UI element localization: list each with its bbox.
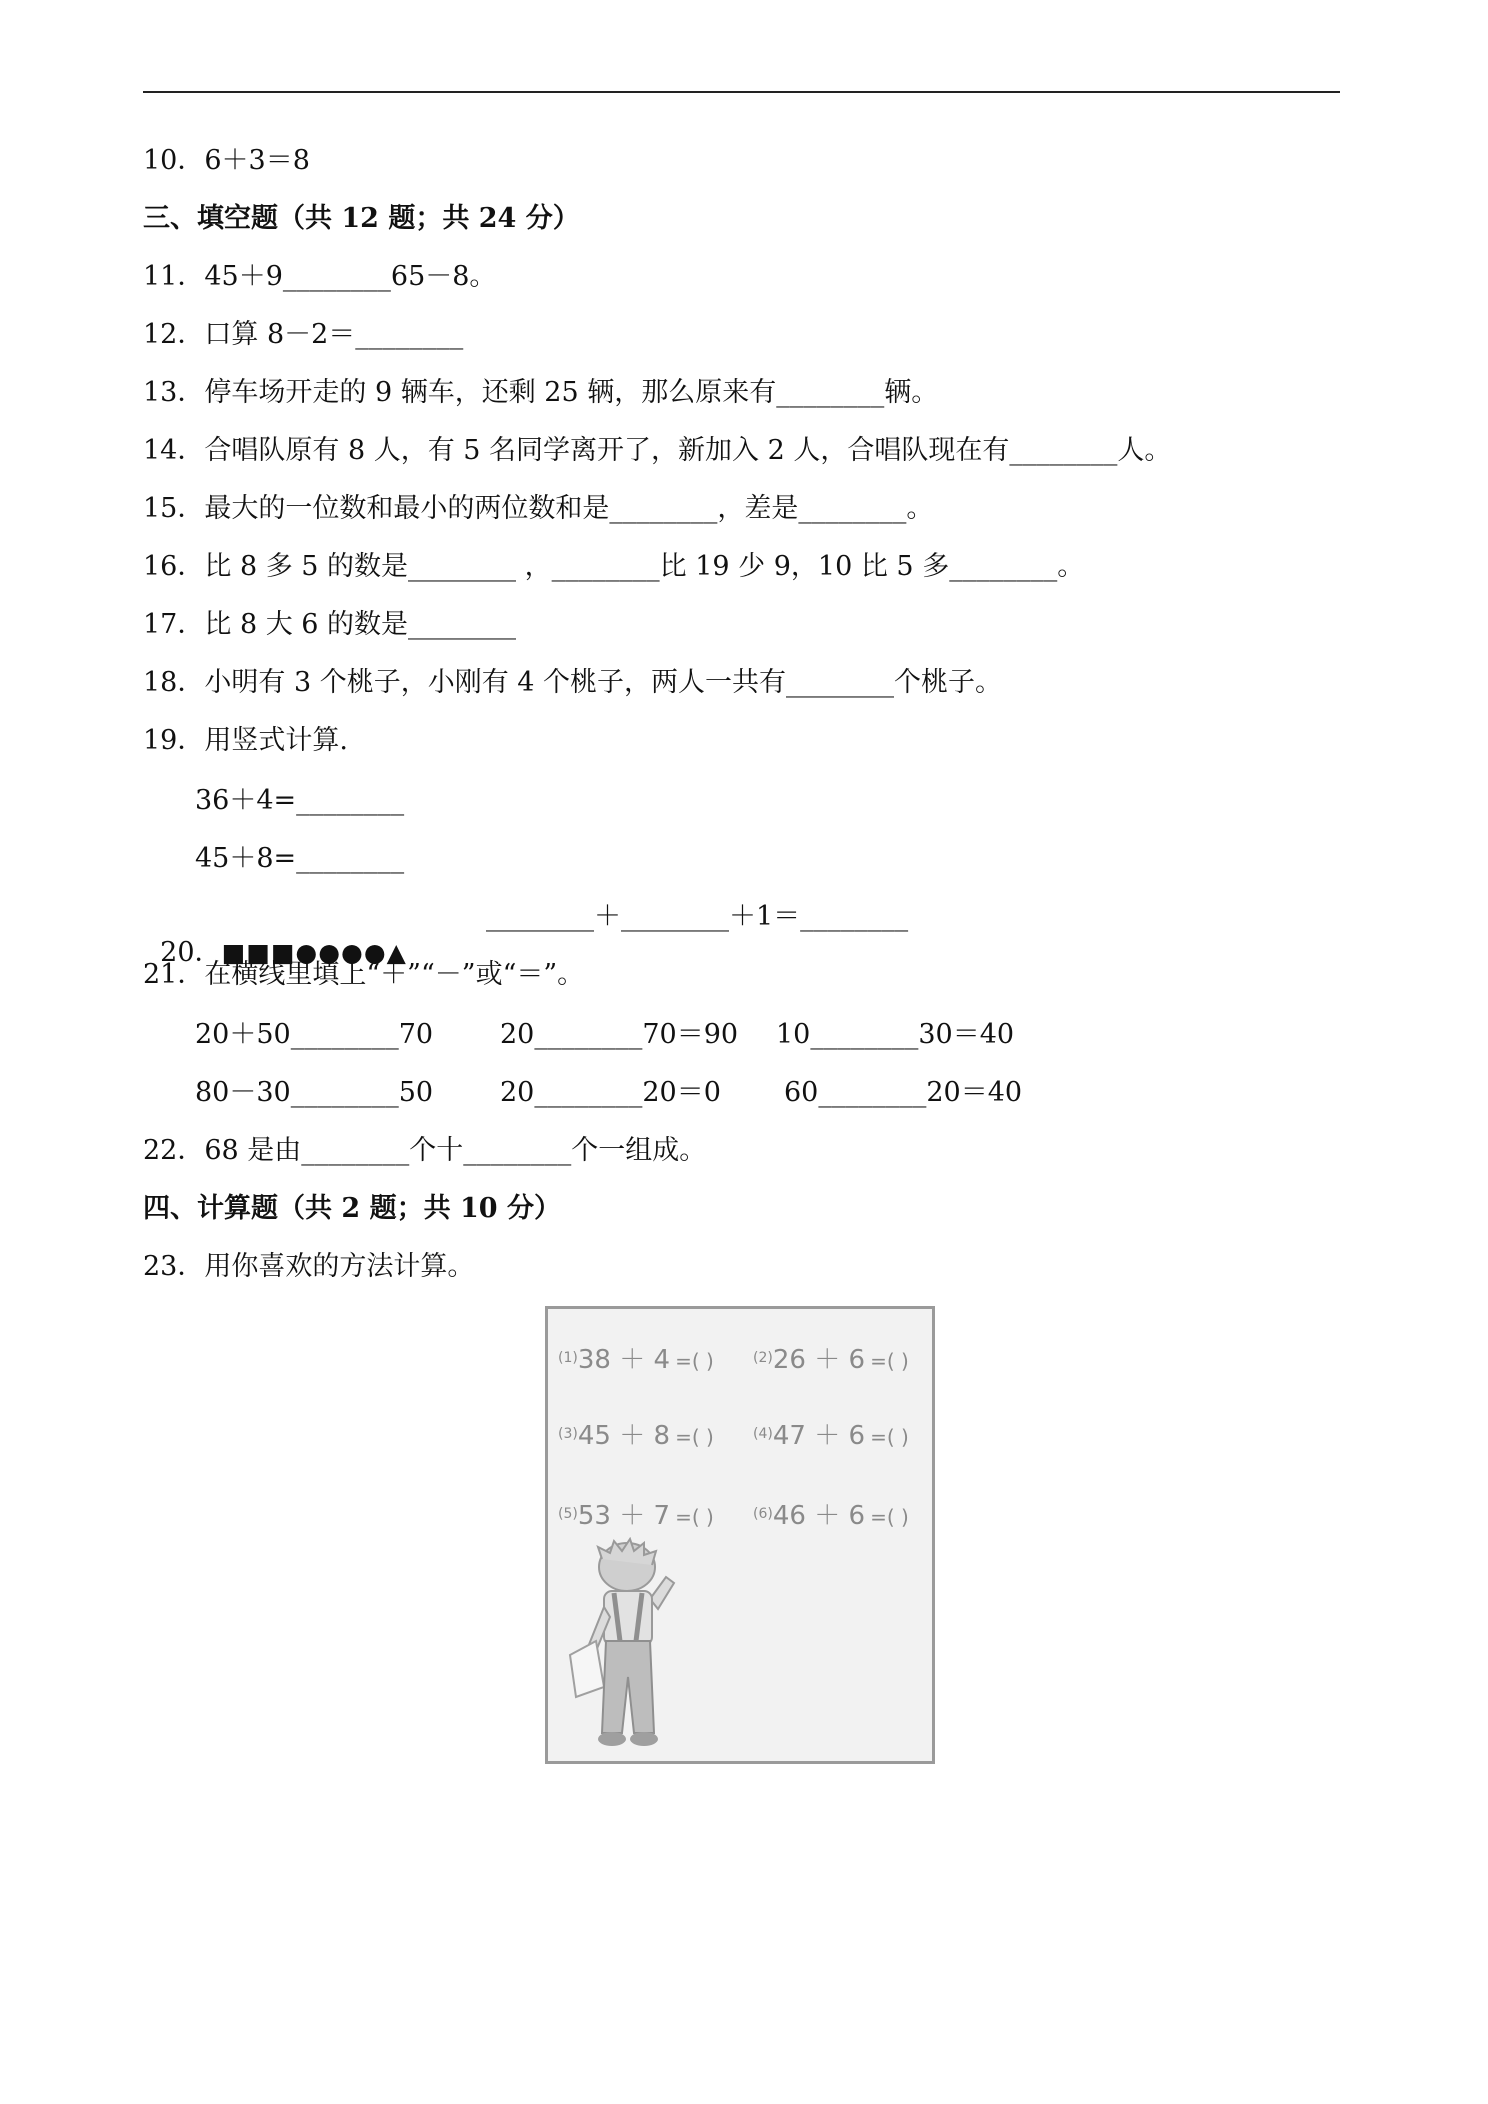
card-item-4: (4)47 ＋ 6 =( ) [753, 1421, 909, 1451]
question-22: 22．68 是由________个十________个一组成。 [143, 1135, 707, 1166]
q21-row1-col2: 20________70＝90 [500, 1019, 739, 1050]
question-10: 10．6＋3＝8 [143, 145, 310, 176]
q21-row2-col3: 60________20＝40 [784, 1077, 1023, 1108]
question-20-number: 20． [160, 937, 222, 968]
question-19-a: 36＋4=________ [195, 785, 405, 816]
question-16: 16．比 8 多 5 的数是________ ，________比 19 少 9，10 比 5 多________。 [143, 551, 1085, 582]
question-20-shapes: ■■■●●●●▲ [221, 938, 407, 967]
card-item-5: (5)53 ＋ 7 =( ) [558, 1501, 714, 1531]
boy-illustration [562, 1537, 692, 1757]
card-item-3: (3)45 ＋ 8 =( ) [558, 1421, 714, 1451]
card-item-2: (2)26 ＋ 6 =( ) [753, 1345, 909, 1375]
question-23: 23．用你喜欢的方法计算。 [143, 1251, 475, 1282]
question-13: 13．停车场开走的 9 辆车，还剩 25 辆，那么原来有________辆。 [143, 377, 939, 408]
question-11: 11．45＋9________65－8。 [143, 261, 497, 292]
calculation-card-image [545, 1306, 935, 1764]
header-rule [143, 91, 1340, 93]
section-4-heading: 四、计算题（共 2 题；共 10 分） [143, 1193, 561, 1224]
question-12: 12．口算 8－2＝________ [143, 319, 464, 350]
q21-row1-col3: 10________30＝40 [776, 1019, 1015, 1050]
question-20-equation: ________＋________＋1＝________ [486, 901, 909, 932]
question-19: 19．用竖式计算. [143, 725, 348, 756]
q21-row2-col2: 20________20＝0 [500, 1077, 721, 1108]
q21-row2-col1: 80－30________50 [195, 1077, 434, 1108]
question-14: 14．合唱队原有 8 人，有 5 名同学离开了，新加入 2 人，合唱队现在有________人。 [143, 435, 1172, 466]
question-21: 21．在横线里填上“＋”“－”或“＝”。 [143, 959, 585, 990]
q21-row1-col1: 20＋50________70 [195, 1019, 434, 1050]
question-18: 18．小明有 3 个桃子，小刚有 4 个桃子，两人一共有________个桃子。 [143, 667, 1003, 698]
card-item-1: (1)38 ＋ 4 =( ) [558, 1345, 714, 1375]
card-row-2 [558, 1415, 928, 1491]
question-17: 17．比 8 大 6 的数是________ [143, 609, 517, 640]
card-row-1 [558, 1339, 928, 1415]
question-15: 15．最大的一位数和最小的两位数和是________，差是________。 [143, 493, 934, 524]
section-3-heading: 三、填空题（共 12 题；共 24 分） [143, 203, 580, 234]
card-item-6: (6)46 ＋ 6 =( ) [753, 1501, 909, 1531]
question-19-b: 45＋8=________ [195, 843, 405, 874]
